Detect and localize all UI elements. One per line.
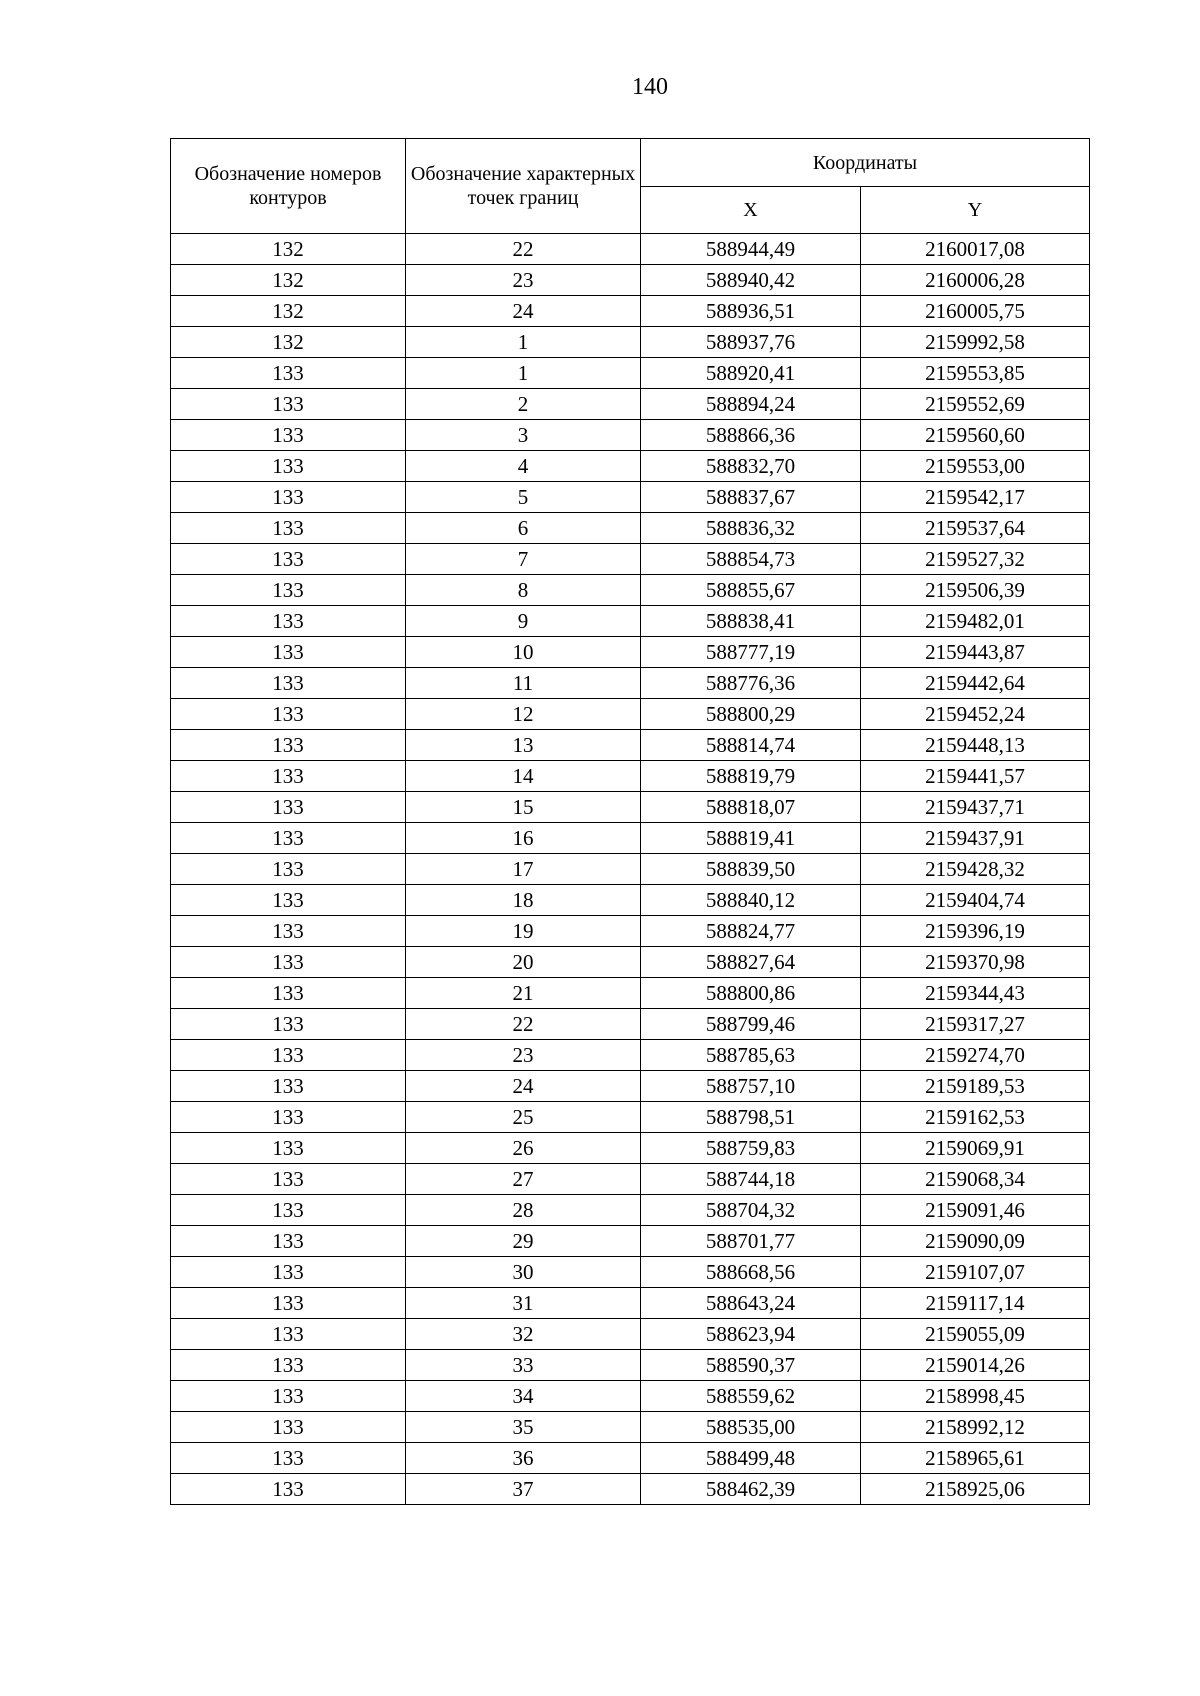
cell-contour: 133 — [171, 358, 406, 389]
cell-y: 2159437,71 — [861, 792, 1090, 823]
cell-x: 588814,74 — [641, 730, 861, 761]
cell-y: 2159441,57 — [861, 761, 1090, 792]
cell-y: 2159068,34 — [861, 1164, 1090, 1195]
cell-x: 588668,56 — [641, 1257, 861, 1288]
table-row — [171, 699, 1090, 730]
cell-x: 588623,94 — [641, 1319, 861, 1350]
cell-y: 2158998,45 — [861, 1381, 1090, 1412]
cell-contour: 133 — [171, 1474, 406, 1505]
table-body — [171, 234, 1090, 1505]
table-row — [171, 1195, 1090, 1226]
cell-y: 2158925,06 — [861, 1474, 1090, 1505]
cell-y: 2159552,69 — [861, 389, 1090, 420]
table-row — [171, 1133, 1090, 1164]
cell-y: 2159370,98 — [861, 947, 1090, 978]
cell-x: 588499,48 — [641, 1443, 861, 1474]
cell-contour: 133 — [171, 513, 406, 544]
cell-contour: 133 — [171, 1288, 406, 1319]
table-row — [171, 575, 1090, 606]
table-row — [171, 854, 1090, 885]
cell-x: 588840,12 — [641, 885, 861, 916]
cell-y: 2159448,13 — [861, 730, 1090, 761]
cell-contour: 133 — [171, 1381, 406, 1412]
cell-point: 32 — [406, 1319, 641, 1350]
cell-x: 588824,77 — [641, 916, 861, 947]
cell-point: 33 — [406, 1350, 641, 1381]
cell-contour: 133 — [171, 1226, 406, 1257]
cell-y: 2160005,75 — [861, 296, 1090, 327]
cell-x: 588744,18 — [641, 1164, 861, 1195]
table-row — [171, 1164, 1090, 1195]
cell-point: 19 — [406, 916, 641, 947]
cell-x: 588940,42 — [641, 265, 861, 296]
cell-point: 9 — [406, 606, 641, 637]
cell-point: 1 — [406, 327, 641, 358]
cell-x: 588535,00 — [641, 1412, 861, 1443]
cell-contour: 133 — [171, 575, 406, 606]
table-row — [171, 885, 1090, 916]
cell-x: 588798,51 — [641, 1102, 861, 1133]
cell-contour: 133 — [171, 978, 406, 1009]
cell-point: 26 — [406, 1133, 641, 1164]
table-row — [171, 916, 1090, 947]
cell-x: 588819,41 — [641, 823, 861, 854]
cell-contour: 132 — [171, 234, 406, 265]
cell-point: 37 — [406, 1474, 641, 1505]
cell-x: 588590,37 — [641, 1350, 861, 1381]
table-row — [171, 1381, 1090, 1412]
table-row — [171, 637, 1090, 668]
page-number: 140 — [632, 74, 668, 100]
cell-x: 588559,62 — [641, 1381, 861, 1412]
cell-point: 28 — [406, 1195, 641, 1226]
cell-contour: 133 — [171, 1319, 406, 1350]
cell-x: 588800,86 — [641, 978, 861, 1009]
cell-point: 22 — [406, 1009, 641, 1040]
cell-x: 588777,19 — [641, 637, 861, 668]
cell-y: 2159553,85 — [861, 358, 1090, 389]
cell-contour: 133 — [171, 544, 406, 575]
cell-y: 2159506,39 — [861, 575, 1090, 606]
cell-x: 588818,07 — [641, 792, 861, 823]
cell-contour: 133 — [171, 699, 406, 730]
cell-contour: 133 — [171, 854, 406, 885]
cell-y: 2159437,91 — [861, 823, 1090, 854]
cell-contour: 133 — [171, 1257, 406, 1288]
cell-x: 588462,39 — [641, 1474, 861, 1505]
cell-contour: 133 — [171, 1412, 406, 1443]
cell-contour: 133 — [171, 389, 406, 420]
cell-x: 588866,36 — [641, 420, 861, 451]
cell-x: 588759,83 — [641, 1133, 861, 1164]
cell-point: 12 — [406, 699, 641, 730]
cell-x: 588944,49 — [641, 234, 861, 265]
table-row — [171, 389, 1090, 420]
cell-contour: 133 — [171, 1133, 406, 1164]
table-row — [171, 420, 1090, 451]
table-row — [171, 947, 1090, 978]
cell-contour: 133 — [171, 1350, 406, 1381]
cell-contour: 133 — [171, 637, 406, 668]
cell-contour: 133 — [171, 761, 406, 792]
table-row — [171, 792, 1090, 823]
cell-y: 2159443,87 — [861, 637, 1090, 668]
table-row — [171, 513, 1090, 544]
table-row — [171, 1040, 1090, 1071]
cell-y: 2159014,26 — [861, 1350, 1090, 1381]
table-row — [171, 265, 1090, 296]
cell-x: 588704,32 — [641, 1195, 861, 1226]
cell-y: 2159117,14 — [861, 1288, 1090, 1319]
table-row — [171, 327, 1090, 358]
table-row — [171, 978, 1090, 1009]
cell-y: 2159189,53 — [861, 1071, 1090, 1102]
cell-point: 11 — [406, 668, 641, 699]
cell-contour: 133 — [171, 916, 406, 947]
table-row — [171, 1102, 1090, 1133]
cell-point: 29 — [406, 1226, 641, 1257]
cell-y: 2159527,32 — [861, 544, 1090, 575]
cell-y: 2159553,00 — [861, 451, 1090, 482]
cell-x: 588832,70 — [641, 451, 861, 482]
cell-point: 14 — [406, 761, 641, 792]
table-row — [171, 451, 1090, 482]
cell-point: 16 — [406, 823, 641, 854]
cell-point: 35 — [406, 1412, 641, 1443]
table-row — [171, 761, 1090, 792]
cell-point: 4 — [406, 451, 641, 482]
cell-y: 2159055,09 — [861, 1319, 1090, 1350]
cell-point: 1 — [406, 358, 641, 389]
cell-point: 6 — [406, 513, 641, 544]
table-row — [171, 730, 1090, 761]
cell-y: 2159404,74 — [861, 885, 1090, 916]
table-row — [171, 1009, 1090, 1040]
coordinates-table — [170, 138, 1090, 1505]
cell-point: 3 — [406, 420, 641, 451]
cell-y: 2160006,28 — [861, 265, 1090, 296]
header-coordinates: Координаты — [641, 139, 1090, 187]
cell-point: 34 — [406, 1381, 641, 1412]
cell-y: 2158965,61 — [861, 1443, 1090, 1474]
cell-y: 2160017,08 — [861, 234, 1090, 265]
cell-y: 2159428,32 — [861, 854, 1090, 885]
table-row — [171, 1350, 1090, 1381]
table-row — [171, 358, 1090, 389]
cell-contour: 133 — [171, 482, 406, 513]
cell-x: 588776,36 — [641, 668, 861, 699]
cell-contour: 133 — [171, 792, 406, 823]
cell-point: 20 — [406, 947, 641, 978]
cell-point: 27 — [406, 1164, 641, 1195]
cell-contour: 133 — [171, 451, 406, 482]
table-row — [171, 823, 1090, 854]
cell-point: 10 — [406, 637, 641, 668]
table-row — [171, 482, 1090, 513]
cell-y: 2159344,43 — [861, 978, 1090, 1009]
cell-x: 588839,50 — [641, 854, 861, 885]
table-row — [171, 1474, 1090, 1505]
cell-y: 2159452,24 — [861, 699, 1090, 730]
cell-x: 588894,24 — [641, 389, 861, 420]
cell-contour: 133 — [171, 730, 406, 761]
cell-contour: 133 — [171, 823, 406, 854]
cell-contour: 132 — [171, 327, 406, 358]
cell-contour: 133 — [171, 1009, 406, 1040]
cell-point: 22 — [406, 234, 641, 265]
cell-x: 588920,41 — [641, 358, 861, 389]
cell-point: 25 — [406, 1102, 641, 1133]
table-row — [171, 1443, 1090, 1474]
cell-y: 2158992,12 — [861, 1412, 1090, 1443]
cell-y: 2159560,60 — [861, 420, 1090, 451]
table-row — [171, 1226, 1090, 1257]
cell-contour: 133 — [171, 1102, 406, 1133]
cell-x: 588701,77 — [641, 1226, 861, 1257]
cell-x: 588837,67 — [641, 482, 861, 513]
header-contour-number: Обозначение номеров контуров — [171, 139, 406, 234]
cell-x: 588819,79 — [641, 761, 861, 792]
table-row — [171, 668, 1090, 699]
cell-y: 2159107,07 — [861, 1257, 1090, 1288]
cell-x: 588827,64 — [641, 947, 861, 978]
table-row — [171, 606, 1090, 637]
cell-x: 588643,24 — [641, 1288, 861, 1319]
cell-x: 588937,76 — [641, 327, 861, 358]
cell-y: 2159317,27 — [861, 1009, 1090, 1040]
cell-contour: 133 — [171, 885, 406, 916]
cell-y: 2159396,19 — [861, 916, 1090, 947]
cell-y: 2159069,91 — [861, 1133, 1090, 1164]
cell-point: 7 — [406, 544, 641, 575]
cell-point: 2 — [406, 389, 641, 420]
cell-point: 8 — [406, 575, 641, 606]
header-y: Y — [861, 187, 1090, 234]
cell-contour: 133 — [171, 1443, 406, 1474]
cell-contour: 133 — [171, 1164, 406, 1195]
cell-point: 5 — [406, 482, 641, 513]
cell-point: 36 — [406, 1443, 641, 1474]
table-row — [171, 296, 1090, 327]
cell-x: 588838,41 — [641, 606, 861, 637]
table-row — [171, 1319, 1090, 1350]
cell-x: 588785,63 — [641, 1040, 861, 1071]
cell-point: 13 — [406, 730, 641, 761]
cell-y: 2159162,53 — [861, 1102, 1090, 1133]
cell-x: 588855,67 — [641, 575, 861, 606]
cell-contour: 133 — [171, 668, 406, 699]
table-row — [171, 1071, 1090, 1102]
cell-point: 23 — [406, 1040, 641, 1071]
cell-y: 2159091,46 — [861, 1195, 1090, 1226]
cell-y: 2159537,64 — [861, 513, 1090, 544]
cell-point: 18 — [406, 885, 641, 916]
cell-contour: 133 — [171, 1195, 406, 1226]
cell-y: 2159992,58 — [861, 327, 1090, 358]
cell-point: 24 — [406, 296, 641, 327]
cell-y: 2159542,17 — [861, 482, 1090, 513]
cell-y: 2159090,09 — [861, 1226, 1090, 1257]
cell-point: 17 — [406, 854, 641, 885]
cell-contour: 133 — [171, 1040, 406, 1071]
cell-contour: 133 — [171, 420, 406, 451]
cell-contour: 132 — [171, 265, 406, 296]
table-row — [171, 1257, 1090, 1288]
cell-contour: 133 — [171, 606, 406, 637]
cell-x: 588836,32 — [641, 513, 861, 544]
table-row — [171, 544, 1090, 575]
cell-x: 588757,10 — [641, 1071, 861, 1102]
cell-contour: 132 — [171, 296, 406, 327]
table-row — [171, 1288, 1090, 1319]
header-boundary-point: Обозначение характерных точек границ — [406, 139, 641, 234]
table-row — [171, 234, 1090, 265]
cell-y: 2159274,70 — [861, 1040, 1090, 1071]
cell-point: 15 — [406, 792, 641, 823]
cell-point: 24 — [406, 1071, 641, 1102]
cell-x: 588800,29 — [641, 699, 861, 730]
cell-point: 21 — [406, 978, 641, 1009]
cell-point: 23 — [406, 265, 641, 296]
cell-y: 2159442,64 — [861, 668, 1090, 699]
cell-x: 588799,46 — [641, 1009, 861, 1040]
cell-contour: 133 — [171, 947, 406, 978]
cell-x: 588936,51 — [641, 296, 861, 327]
cell-point: 31 — [406, 1288, 641, 1319]
table-row — [171, 1412, 1090, 1443]
cell-contour: 133 — [171, 1071, 406, 1102]
header-x: X — [641, 187, 861, 234]
cell-x: 588854,73 — [641, 544, 861, 575]
cell-y: 2159482,01 — [861, 606, 1090, 637]
cell-point: 30 — [406, 1257, 641, 1288]
